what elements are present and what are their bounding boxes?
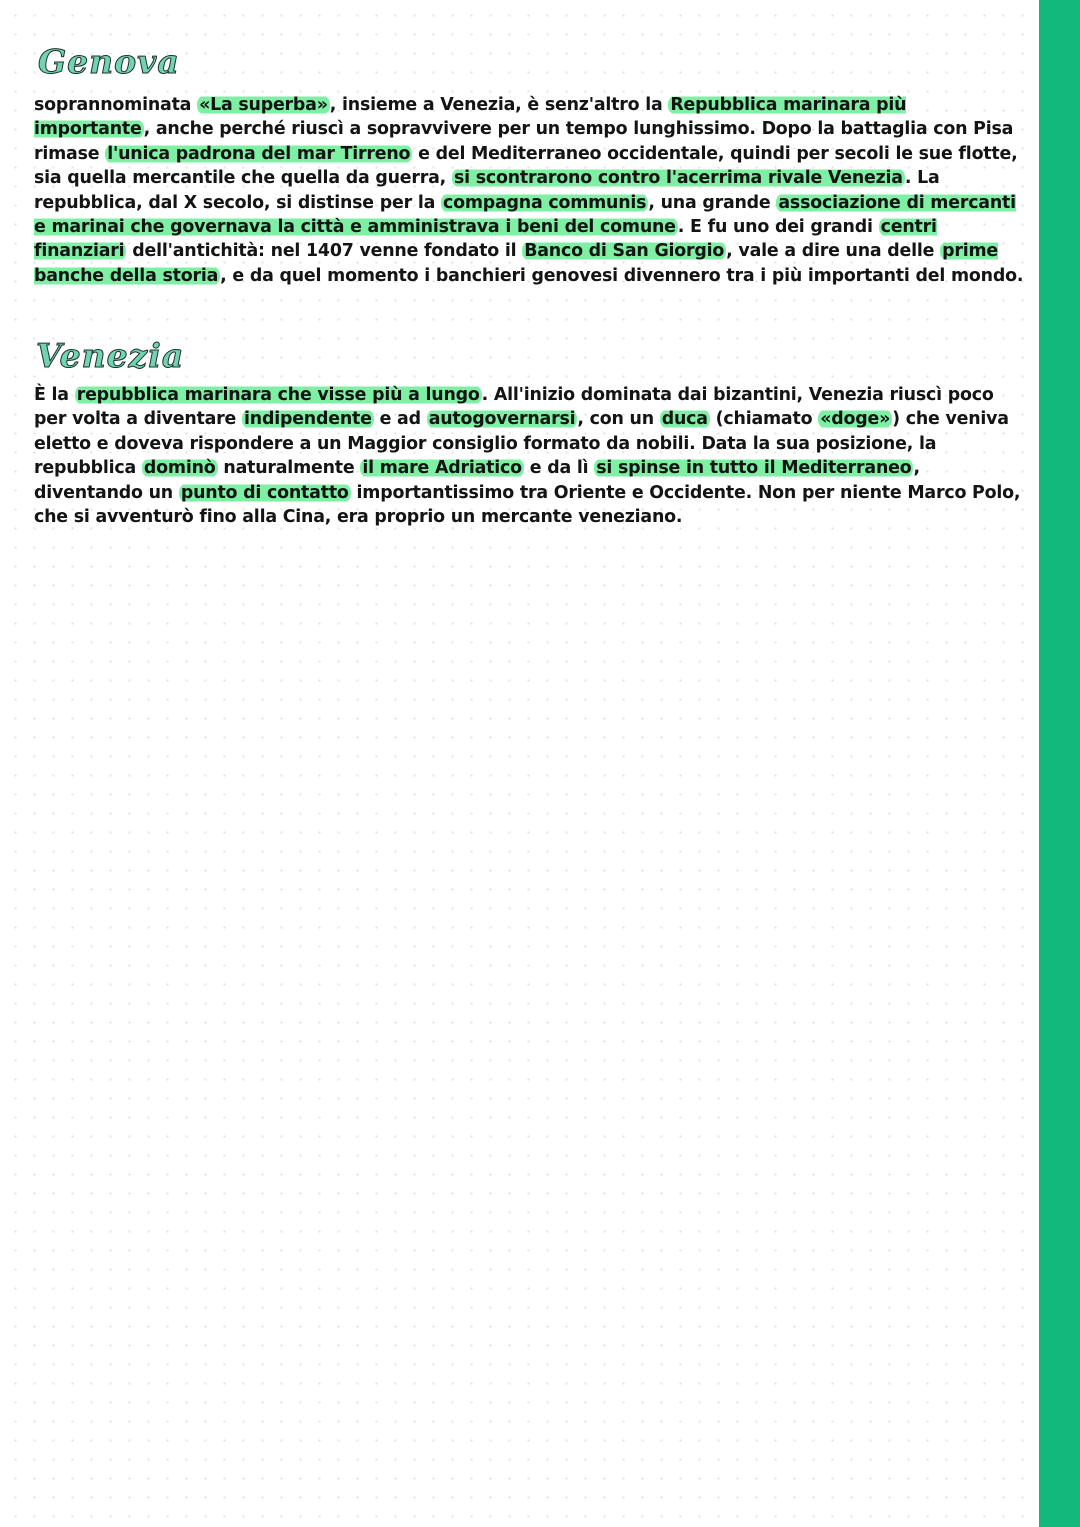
highlighted-text: compagna communis bbox=[442, 192, 647, 213]
genova-heading: Genova bbox=[38, 42, 180, 81]
genova-paragraph bbox=[34, 93, 1024, 288]
highlighted-text: «doge» bbox=[820, 409, 891, 430]
text-segment: , diventando un bbox=[34, 458, 920, 503]
text-segment: ) che veniva eletto e doveva rispondere a un Maggior consiglio formato da nobili. Data la sua posizione, la repubblica bbox=[34, 409, 1009, 479]
highlighted-text: repubblica marinara che visse più a lungo bbox=[76, 385, 480, 405]
text-segment: , una grande bbox=[648, 192, 777, 213]
text-segment: , anche perché riuscì a sopravvivere per un tempo lunghissimo. Dopo la battaglia con Pisa rimase bbox=[34, 119, 1014, 164]
highlighted-text: si scontrarono contro l'acerrima rivale Venezia bbox=[453, 168, 903, 189]
text-segment: . La repubblica, dal X secolo, si distinse per la bbox=[34, 168, 940, 213]
highlighted-text: il mare Adriatico bbox=[362, 458, 522, 479]
highlighted-text: duca bbox=[661, 409, 708, 430]
text-segment: (chiamato bbox=[709, 409, 819, 430]
highlighted-text: centri finanziari bbox=[34, 217, 937, 262]
text-segment: , con un bbox=[577, 409, 660, 430]
side-color-bar bbox=[1039, 0, 1080, 1527]
highlighted-text: indipendente bbox=[244, 409, 372, 430]
text-segment: naturalmente bbox=[217, 458, 361, 479]
text-segment: . E fu uno dei grandi bbox=[677, 217, 879, 238]
text-segment: È la bbox=[34, 385, 75, 405]
text-segment: e ad bbox=[373, 409, 427, 430]
text-segment: e del Mediterraneo occidentale, quindi per secoli le sue flotte, sia quella mercantile che quella da guerra, bbox=[34, 143, 1018, 189]
highlighted-text: Repubblica marinara più importante bbox=[34, 95, 907, 140]
highlighted-text: punto di contatto bbox=[180, 482, 349, 503]
highlighted-text: autogovernarsi bbox=[428, 409, 576, 430]
venezia-paragraph bbox=[34, 383, 1024, 529]
text-segment: . All'inizio dominata dai bizantini, Venezia riuscì poco per volta a diventare bbox=[34, 385, 994, 430]
highlighted-text: associazione di mercanti e marinai che governava la città e amministrava i beni del comune bbox=[34, 192, 1016, 238]
text-segment: , e da quel momento i banchieri genovesi divennero tra i più importanti del mondo. bbox=[220, 265, 1024, 286]
highlighted-text: Banco di San Giorgio bbox=[524, 241, 725, 262]
highlighted-text: l'unica padrona del mar Tirreno bbox=[107, 143, 411, 164]
highlighted-text: si spinse in tutto il Mediterraneo bbox=[596, 458, 912, 479]
text-segment: soprannominata bbox=[34, 95, 198, 115]
text-segment: e da lì bbox=[523, 458, 595, 479]
highlighted-text: prime banche della storia bbox=[34, 241, 999, 286]
highlighted-text: dominò bbox=[143, 458, 216, 479]
text-segment: , insieme a Venezia, è senz'altro la bbox=[329, 95, 669, 115]
text-segment: importantissimo tra Oriente e Occidente. Non per niente Marco Polo, che si avventurò fino alla Cina, era proprio un mercante veneziano. bbox=[34, 482, 1021, 528]
text-segment: dell'antichità: nel 1407 venne fondato il bbox=[126, 241, 523, 262]
text-segment: , vale a dire una delle bbox=[726, 241, 941, 262]
highlighted-text: «La superba» bbox=[199, 95, 328, 115]
venezia-heading: Venezia bbox=[36, 336, 185, 375]
